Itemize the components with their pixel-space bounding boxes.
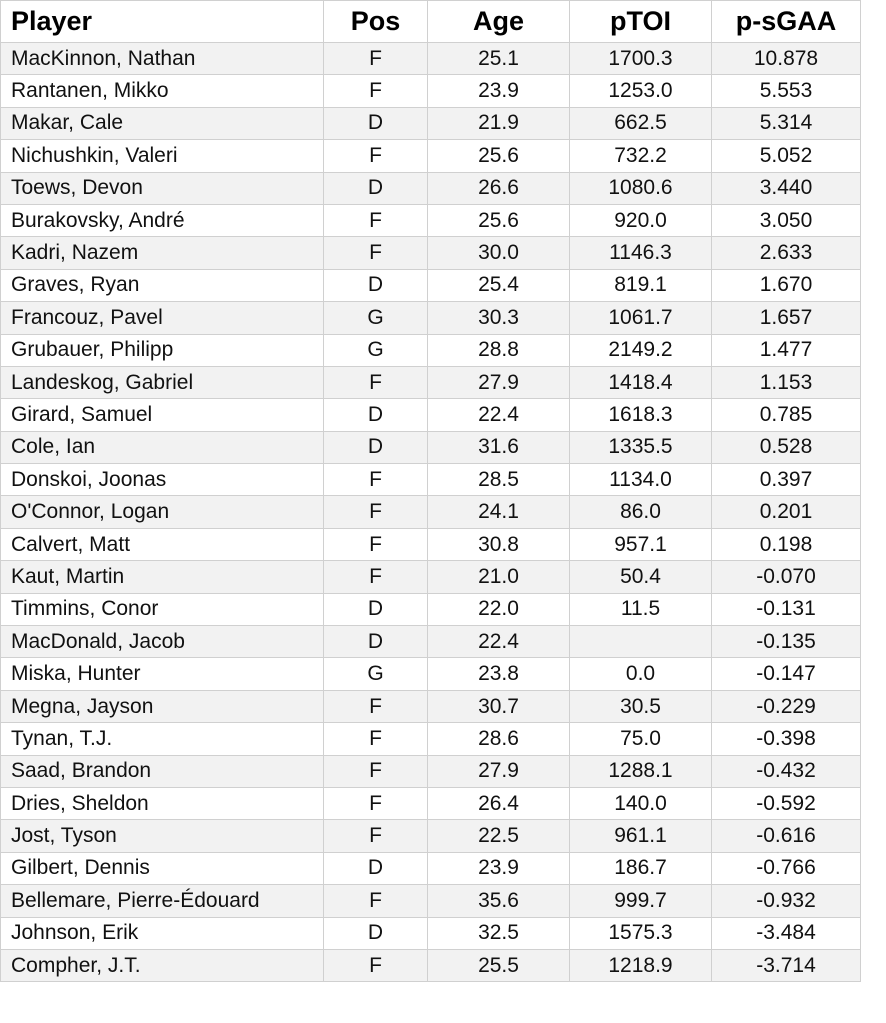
cell-psgaa: 5.314 [712, 107, 861, 139]
cell-player: Kadri, Nazem [1, 237, 324, 269]
table-row [1, 75, 861, 107]
cell-psgaa: 2.633 [712, 237, 861, 269]
cell-player: Johnson, Erik [1, 917, 324, 949]
cell-player: Nichushkin, Valeri [1, 140, 324, 172]
cell-player: Compher, J.T. [1, 949, 324, 981]
table-row [1, 269, 861, 301]
cell-pos: F [324, 755, 428, 787]
cell-age: 25.4 [428, 269, 570, 301]
cell-ptoi: 30.5 [570, 690, 712, 722]
cell-age: 32.5 [428, 917, 570, 949]
cell-age: 25.6 [428, 140, 570, 172]
cell-psgaa: -0.432 [712, 755, 861, 787]
cell-pos: F [324, 787, 428, 819]
table-row [1, 626, 861, 658]
cell-player: Bellemare, Pierre-Édouard [1, 885, 324, 917]
cell-ptoi: 1080.6 [570, 172, 712, 204]
cell-ptoi: 75.0 [570, 723, 712, 755]
cell-age: 25.6 [428, 204, 570, 236]
table-row [1, 107, 861, 139]
cell-ptoi: 819.1 [570, 269, 712, 301]
cell-age: 25.1 [428, 43, 570, 75]
cell-psgaa: 0.397 [712, 464, 861, 496]
cell-psgaa: -0.766 [712, 852, 861, 884]
cell-age: 26.6 [428, 172, 570, 204]
cell-player: Rantanen, Mikko [1, 75, 324, 107]
table-row [1, 204, 861, 236]
cell-pos: F [324, 140, 428, 172]
cell-pos: F [324, 528, 428, 560]
cell-ptoi [570, 626, 712, 658]
cell-age: 30.0 [428, 237, 570, 269]
cell-ptoi: 1575.3 [570, 917, 712, 949]
cell-pos: F [324, 885, 428, 917]
cell-psgaa: 1.657 [712, 302, 861, 334]
table-row [1, 820, 861, 852]
cell-psgaa: -0.229 [712, 690, 861, 722]
cell-pos: D [324, 172, 428, 204]
cell-player: MacKinnon, Nathan [1, 43, 324, 75]
cell-age: 22.5 [428, 820, 570, 852]
cell-pos: F [324, 237, 428, 269]
cell-ptoi: 1146.3 [570, 237, 712, 269]
table-row [1, 431, 861, 463]
cell-player: MacDonald, Jacob [1, 626, 324, 658]
table-row [1, 496, 861, 528]
cell-pos: D [324, 107, 428, 139]
cell-age: 24.1 [428, 496, 570, 528]
header-psgaa: p-sGAA [712, 1, 861, 43]
cell-psgaa: 1.153 [712, 366, 861, 398]
cell-pos: F [324, 949, 428, 981]
cell-pos: F [324, 723, 428, 755]
cell-ptoi: 50.4 [570, 561, 712, 593]
cell-pos: F [324, 820, 428, 852]
cell-pos: D [324, 431, 428, 463]
cell-ptoi: 1335.5 [570, 431, 712, 463]
cell-pos: F [324, 561, 428, 593]
cell-player: Francouz, Pavel [1, 302, 324, 334]
cell-player: Grubauer, Philipp [1, 334, 324, 366]
cell-psgaa: 1.670 [712, 269, 861, 301]
cell-psgaa: -0.616 [712, 820, 861, 852]
cell-psgaa: 5.052 [712, 140, 861, 172]
table-row [1, 237, 861, 269]
cell-ptoi: 1253.0 [570, 75, 712, 107]
cell-age: 25.5 [428, 949, 570, 981]
cell-pos: G [324, 302, 428, 334]
table-row [1, 658, 861, 690]
header-ptoi: pTOI [570, 1, 712, 43]
cell-age: 23.9 [428, 852, 570, 884]
table-row [1, 528, 861, 560]
cell-psgaa: -0.147 [712, 658, 861, 690]
cell-psgaa: 3.050 [712, 204, 861, 236]
cell-age: 30.3 [428, 302, 570, 334]
table-row [1, 366, 861, 398]
cell-pos: F [324, 75, 428, 107]
cell-player: Makar, Cale [1, 107, 324, 139]
cell-ptoi: 732.2 [570, 140, 712, 172]
cell-ptoi: 999.7 [570, 885, 712, 917]
cell-ptoi: 140.0 [570, 787, 712, 819]
cell-player: Miska, Hunter [1, 658, 324, 690]
cell-player: Saad, Brandon [1, 755, 324, 787]
cell-age: 28.8 [428, 334, 570, 366]
cell-pos: D [324, 399, 428, 431]
cell-pos: F [324, 464, 428, 496]
cell-player: O'Connor, Logan [1, 496, 324, 528]
cell-age: 23.8 [428, 658, 570, 690]
cell-player: Megna, Jayson [1, 690, 324, 722]
table-row [1, 852, 861, 884]
cell-age: 28.6 [428, 723, 570, 755]
cell-pos: G [324, 658, 428, 690]
cell-psgaa: 0.785 [712, 399, 861, 431]
table-row [1, 140, 861, 172]
cell-psgaa: -0.070 [712, 561, 861, 593]
cell-psgaa: 10.878 [712, 43, 861, 75]
cell-pos: F [324, 366, 428, 398]
cell-player: Burakovsky, André [1, 204, 324, 236]
cell-player: Cole, Ian [1, 431, 324, 463]
table-row [1, 593, 861, 625]
cell-player: Graves, Ryan [1, 269, 324, 301]
header-age: Age [428, 1, 570, 43]
cell-ptoi: 1061.7 [570, 302, 712, 334]
cell-age: 27.9 [428, 755, 570, 787]
cell-player: Calvert, Matt [1, 528, 324, 560]
cell-ptoi: 1700.3 [570, 43, 712, 75]
cell-player: Donskoi, Joonas [1, 464, 324, 496]
cell-age: 21.9 [428, 107, 570, 139]
cell-player: Jost, Tyson [1, 820, 324, 852]
cell-psgaa: -0.592 [712, 787, 861, 819]
cell-psgaa: 3.440 [712, 172, 861, 204]
cell-ptoi: 2149.2 [570, 334, 712, 366]
table-row [1, 755, 861, 787]
cell-player: Landeskog, Gabriel [1, 366, 324, 398]
cell-psgaa: -0.932 [712, 885, 861, 917]
cell-ptoi: 961.1 [570, 820, 712, 852]
cell-ptoi: 920.0 [570, 204, 712, 236]
table-row [1, 723, 861, 755]
cell-ptoi: 11.5 [570, 593, 712, 625]
table-row [1, 787, 861, 819]
cell-age: 22.4 [428, 626, 570, 658]
cell-player: Toews, Devon [1, 172, 324, 204]
table-row [1, 302, 861, 334]
cell-psgaa: -0.131 [712, 593, 861, 625]
cell-ptoi: 1618.3 [570, 399, 712, 431]
cell-psgaa: 0.528 [712, 431, 861, 463]
cell-player: Kaut, Martin [1, 561, 324, 593]
table-row [1, 464, 861, 496]
header-pos: Pos [324, 1, 428, 43]
cell-psgaa: 0.201 [712, 496, 861, 528]
cell-player: Gilbert, Dennis [1, 852, 324, 884]
cell-age: 28.5 [428, 464, 570, 496]
cell-ptoi: 1134.0 [570, 464, 712, 496]
cell-psgaa: -3.714 [712, 949, 861, 981]
cell-ptoi: 662.5 [570, 107, 712, 139]
cell-player: Tynan, T.J. [1, 723, 324, 755]
cell-ptoi: 0.0 [570, 658, 712, 690]
cell-player: Dries, Sheldon [1, 787, 324, 819]
table-row [1, 561, 861, 593]
cell-pos: D [324, 852, 428, 884]
cell-age: 22.4 [428, 399, 570, 431]
cell-psgaa: 5.553 [712, 75, 861, 107]
table-header [1, 1, 861, 43]
cell-age: 31.6 [428, 431, 570, 463]
table-row [1, 917, 861, 949]
cell-ptoi: 1418.4 [570, 366, 712, 398]
cell-age: 35.6 [428, 885, 570, 917]
cell-pos: G [324, 334, 428, 366]
cell-pos: D [324, 593, 428, 625]
header-player: Player [1, 1, 324, 43]
table-row [1, 690, 861, 722]
cell-pos: F [324, 690, 428, 722]
cell-pos: D [324, 269, 428, 301]
cell-age: 27.9 [428, 366, 570, 398]
cell-pos: D [324, 626, 428, 658]
cell-ptoi: 957.1 [570, 528, 712, 560]
cell-pos: F [324, 204, 428, 236]
table-row [1, 949, 861, 981]
table-row [1, 399, 861, 431]
cell-age: 23.9 [428, 75, 570, 107]
cell-player: Girard, Samuel [1, 399, 324, 431]
table-row [1, 334, 861, 366]
cell-ptoi: 186.7 [570, 852, 712, 884]
cell-psgaa: 1.477 [712, 334, 861, 366]
cell-ptoi: 1288.1 [570, 755, 712, 787]
table-body [1, 43, 861, 982]
cell-psgaa: 0.198 [712, 528, 861, 560]
cell-pos: F [324, 496, 428, 528]
cell-age: 21.0 [428, 561, 570, 593]
cell-age: 30.7 [428, 690, 570, 722]
cell-psgaa: -0.398 [712, 723, 861, 755]
cell-age: 30.8 [428, 528, 570, 560]
cell-psgaa: -3.484 [712, 917, 861, 949]
table-row [1, 172, 861, 204]
cell-pos: D [324, 917, 428, 949]
cell-player: Timmins, Conor [1, 593, 324, 625]
table-row [1, 885, 861, 917]
cell-ptoi: 1218.9 [570, 949, 712, 981]
cell-age: 22.0 [428, 593, 570, 625]
cell-age: 26.4 [428, 787, 570, 819]
cell-ptoi: 86.0 [570, 496, 712, 528]
cell-pos: F [324, 43, 428, 75]
table-row [1, 43, 861, 75]
cell-psgaa: -0.135 [712, 626, 861, 658]
header-row [1, 1, 861, 43]
